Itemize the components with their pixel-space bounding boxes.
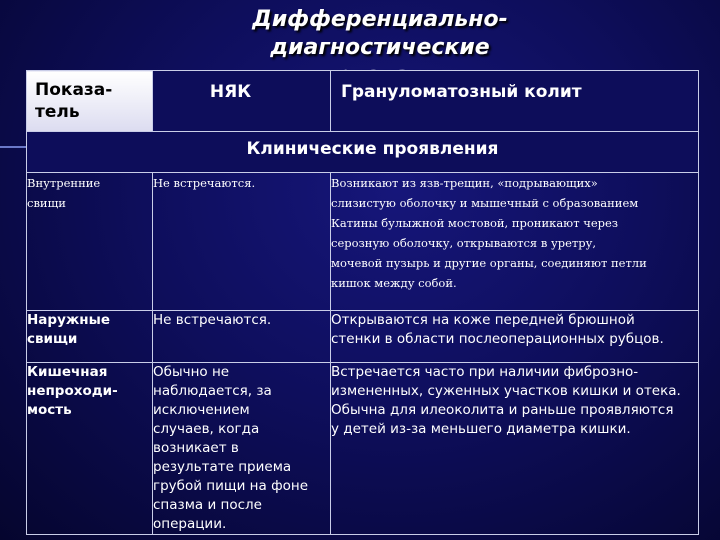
header-nyak-label: НЯК bbox=[209, 82, 252, 102]
cell-line: кишок между собой. bbox=[331, 276, 457, 290]
row-granulomatous-cell bbox=[331, 173, 699, 311]
cell-line: Возникают из язв-трещин, «подрывающих» bbox=[331, 176, 598, 190]
row-granulomatous-cell bbox=[331, 311, 699, 363]
header-granulomatous bbox=[331, 71, 699, 132]
row-granulomatous-cell bbox=[331, 363, 699, 535]
cell-line: Открываются на коже передней брюшной bbox=[331, 312, 635, 328]
cell-line: Встречается часто при наличии фиброзно- bbox=[331, 364, 639, 380]
row-label bbox=[27, 363, 153, 535]
row-nyak-cell bbox=[153, 311, 331, 363]
row-label-line: Внутренние bbox=[27, 176, 101, 190]
row-label-line: мость bbox=[27, 402, 72, 418]
table-row bbox=[27, 173, 699, 311]
header-indicator-line1: Показа- bbox=[35, 80, 113, 100]
row-label-line: Кишечная bbox=[27, 364, 108, 380]
section-cell bbox=[27, 132, 699, 173]
cell-line: серозную оболочку, открываются в уретру, bbox=[331, 236, 597, 250]
row-nyak-cell bbox=[153, 363, 331, 535]
cell-line: Обычна для илеоколита и раньше проявляются bbox=[331, 402, 674, 418]
cell-line: грубой пищи на фоне bbox=[153, 478, 309, 494]
cell-line: исключением bbox=[153, 402, 250, 418]
cell-line: результате приема bbox=[153, 459, 292, 475]
header-nyak bbox=[153, 71, 331, 132]
cell-line: Катины булыжной мостовой, проникают через bbox=[331, 216, 619, 230]
row-nyak-text: Не встречаются. bbox=[153, 176, 256, 190]
slide-title-line1: Дифференциально-диагностические bbox=[252, 7, 508, 60]
table-row bbox=[27, 363, 699, 535]
cell-line: слизистую оболочку и мышечный с образованием bbox=[331, 196, 639, 210]
row-label-line: свищи bbox=[27, 196, 66, 210]
row-label bbox=[27, 311, 153, 363]
row-label bbox=[27, 173, 153, 311]
cell-line: Обычно не bbox=[153, 364, 230, 380]
row-label-line: свищи bbox=[27, 331, 78, 347]
cell-line: мочевой пузырь и другие органы, соединяют петли bbox=[331, 256, 647, 270]
header-indicator-line2: тель bbox=[35, 102, 80, 122]
row-label-line: непроходи- bbox=[27, 383, 118, 399]
header-indicator bbox=[27, 71, 153, 132]
decorative-rule bbox=[0, 146, 26, 148]
cell-line: измененных, суженных участков кишки и отека. bbox=[331, 383, 681, 399]
cell-line: возникает в bbox=[153, 440, 239, 456]
cell-line: у детей из-за меньшего диаметра кишки. bbox=[331, 421, 631, 437]
table-header-row bbox=[27, 71, 699, 132]
row-label-line: Наружные bbox=[27, 312, 110, 328]
cell-line: спазма и после bbox=[153, 497, 262, 513]
header-granulomatous-label: Грануломатозный колит bbox=[341, 82, 582, 102]
cell-line: наблюдается, за bbox=[153, 383, 272, 399]
cell-line: случаев, когда bbox=[153, 421, 260, 437]
row-nyak-cell bbox=[153, 173, 331, 311]
cell-line: операции. bbox=[153, 516, 227, 532]
diagnostic-table bbox=[26, 70, 699, 535]
section-row bbox=[27, 132, 699, 173]
table-row bbox=[27, 311, 699, 363]
cell-line: стенки в области послеоперационных рубцов. bbox=[331, 331, 664, 347]
section-heading: Клинические проявления bbox=[246, 139, 499, 159]
row-nyak-text: Не встречаются. bbox=[153, 312, 272, 328]
